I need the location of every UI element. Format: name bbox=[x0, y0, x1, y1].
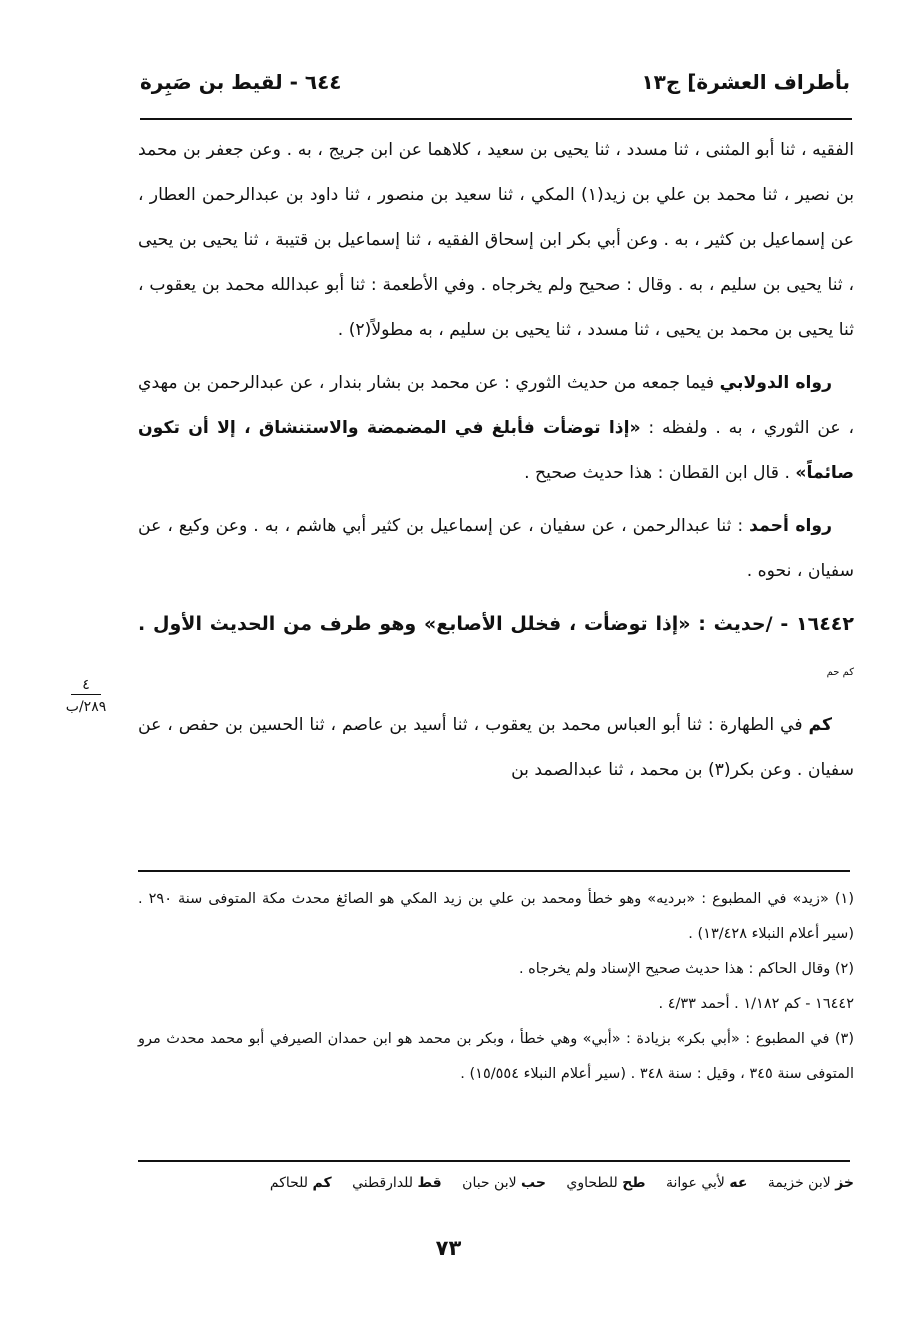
hadith-sources-sub: كم حم bbox=[826, 667, 854, 678]
paragraph-5 bbox=[138, 703, 854, 793]
hadith-heading bbox=[138, 602, 854, 695]
narrator-dulabi: رواه الدولابي bbox=[719, 373, 832, 393]
abbr-item: قط للدارقطني bbox=[352, 1175, 442, 1191]
abbr-item: حب لابن حبان bbox=[462, 1175, 546, 1191]
hadith-quote: «إذا توضأت فأبلغ في المضمضة والاستنشاق ، إلا أن تكون صائماً» bbox=[138, 418, 854, 483]
footnote-3: ١٦٤٤٢ - كم ١/١٨٢ . أحمد ٤/٣٣ . bbox=[658, 996, 854, 1012]
footnote-4: (٣) في المطبوع : «أبي بكر» بزيادة : «أبي» وهي خطأ ، وبكر بن محمد هو ابن حمدان الصيرفي أبو محمد محدث مرو المتوفى سنة ٣٤٥ ، وقيل : سنة ٣٤٨ . (سير أعلام النبلاء ١٥/٥٥٤) . bbox=[138, 1031, 854, 1082]
abbr-item: كم للحاكم bbox=[269, 1175, 332, 1191]
margin-note-top: ٤ bbox=[71, 676, 101, 695]
header-right-title: بأطراف العشرة] ج١٣ bbox=[641, 70, 850, 94]
footnote-1: (١) «زيد» في المطبوع : «برديه» وهو خطأ ومحمد بن علي بن زيد المكي هو الصائغ محدث مكة المتوفى سنة ٢٩٠ . (سير أعلام النبلاء ١٣/٤٢٨) . bbox=[138, 891, 854, 942]
paragraph-1: الفقيه ، ثنا أبو المثنى ، ثنا مسدد ، ثنا يحيى بن سعيد ، كلاهما عن ابن جريج ، به . وعن جعفر بن محمد بن نصير ، ثنا محمد بن علي بن زيد(١) المكي ، ثنا سعيد بن منصور ، ثنا داود بن عبدالرحمن العطار ، عن إسماعيل بن كثير ، به . وعن أبي بكر ابن إسحاق الفقيه ، ثنا إسماعيل بن قتيبة ، ثنا يحيى بن يحيى ، ثنا يحيى بن سليم ، به . وقال : صحيح ولم يخرجاه . وفي الأطعمة : ثنا أبو عبدالله محمد بن يعقوب ، ثنا يحيى بن محمد بن يحيى ، ثنا مسدد ، ثنا يحيى بن سليم ، به مطولاً(٢) . bbox=[138, 140, 854, 340]
running-header bbox=[140, 62, 850, 106]
abbr-item: عه لأبي عوانة bbox=[666, 1175, 748, 1191]
paragraph-3 bbox=[138, 504, 854, 594]
margin-note-folio: ٢٨٩/ب bbox=[65, 699, 107, 715]
main-text bbox=[138, 128, 854, 793]
abbr-item: طح للطحاوي bbox=[566, 1175, 646, 1191]
paragraph-2-text: فيما جمعه من حديث الثوري : عن محمد بن بشار بندار ، عن عبدالرحمن بن مهدي ، عن الثوري ، به . ولفظه : bbox=[138, 373, 854, 438]
hadith-heading-text: ١٦٤٤٢ - /حديث : «إذا توضأت ، فخلل الأصابع» وهو طرف من الحديث الأول . bbox=[138, 613, 854, 635]
paragraph-2-end: . قال ابن القطان : هذا حديث صحيح . bbox=[524, 463, 796, 483]
abbr-item: خز لابن خزيمة bbox=[767, 1175, 854, 1191]
page-number: ٧٣ bbox=[435, 1236, 462, 1260]
manuscript-margin-note bbox=[56, 676, 116, 716]
header-left-title: ٦٤٤ - لقيط بن صَبِرة bbox=[140, 70, 342, 94]
paragraph-5-text: في الطهارة : ثنا أبو العباس محمد بن يعقوب ، ثنا أسيد بن عاصم ، ثنا الحسين بن حفص ، عن سفيان . وعن بكر(٣) بن محمد ، ثنا عبدالصمد بن bbox=[138, 715, 854, 780]
abbreviations-rule bbox=[138, 1160, 850, 1162]
source-code-kam: كم bbox=[808, 715, 832, 735]
footnote-rule bbox=[138, 870, 850, 872]
footnotes bbox=[138, 882, 854, 1092]
abbreviations-key bbox=[138, 1175, 854, 1191]
paragraph-2 bbox=[138, 361, 854, 496]
paragraph-3-text: : ثنا عبدالرحمن ، عن سفيان ، عن إسماعيل بن كثير أبي هاشم ، به . وعن وكيع ، عن سفيان ، نحوه . bbox=[138, 516, 854, 581]
narrator-ahmad: رواه أحمد bbox=[749, 516, 832, 536]
header-rule bbox=[140, 118, 852, 120]
footnote-2: (٢) وقال الحاكم : هذا حديث صحيح الإسناد ولم يخرجاه . bbox=[518, 961, 854, 977]
